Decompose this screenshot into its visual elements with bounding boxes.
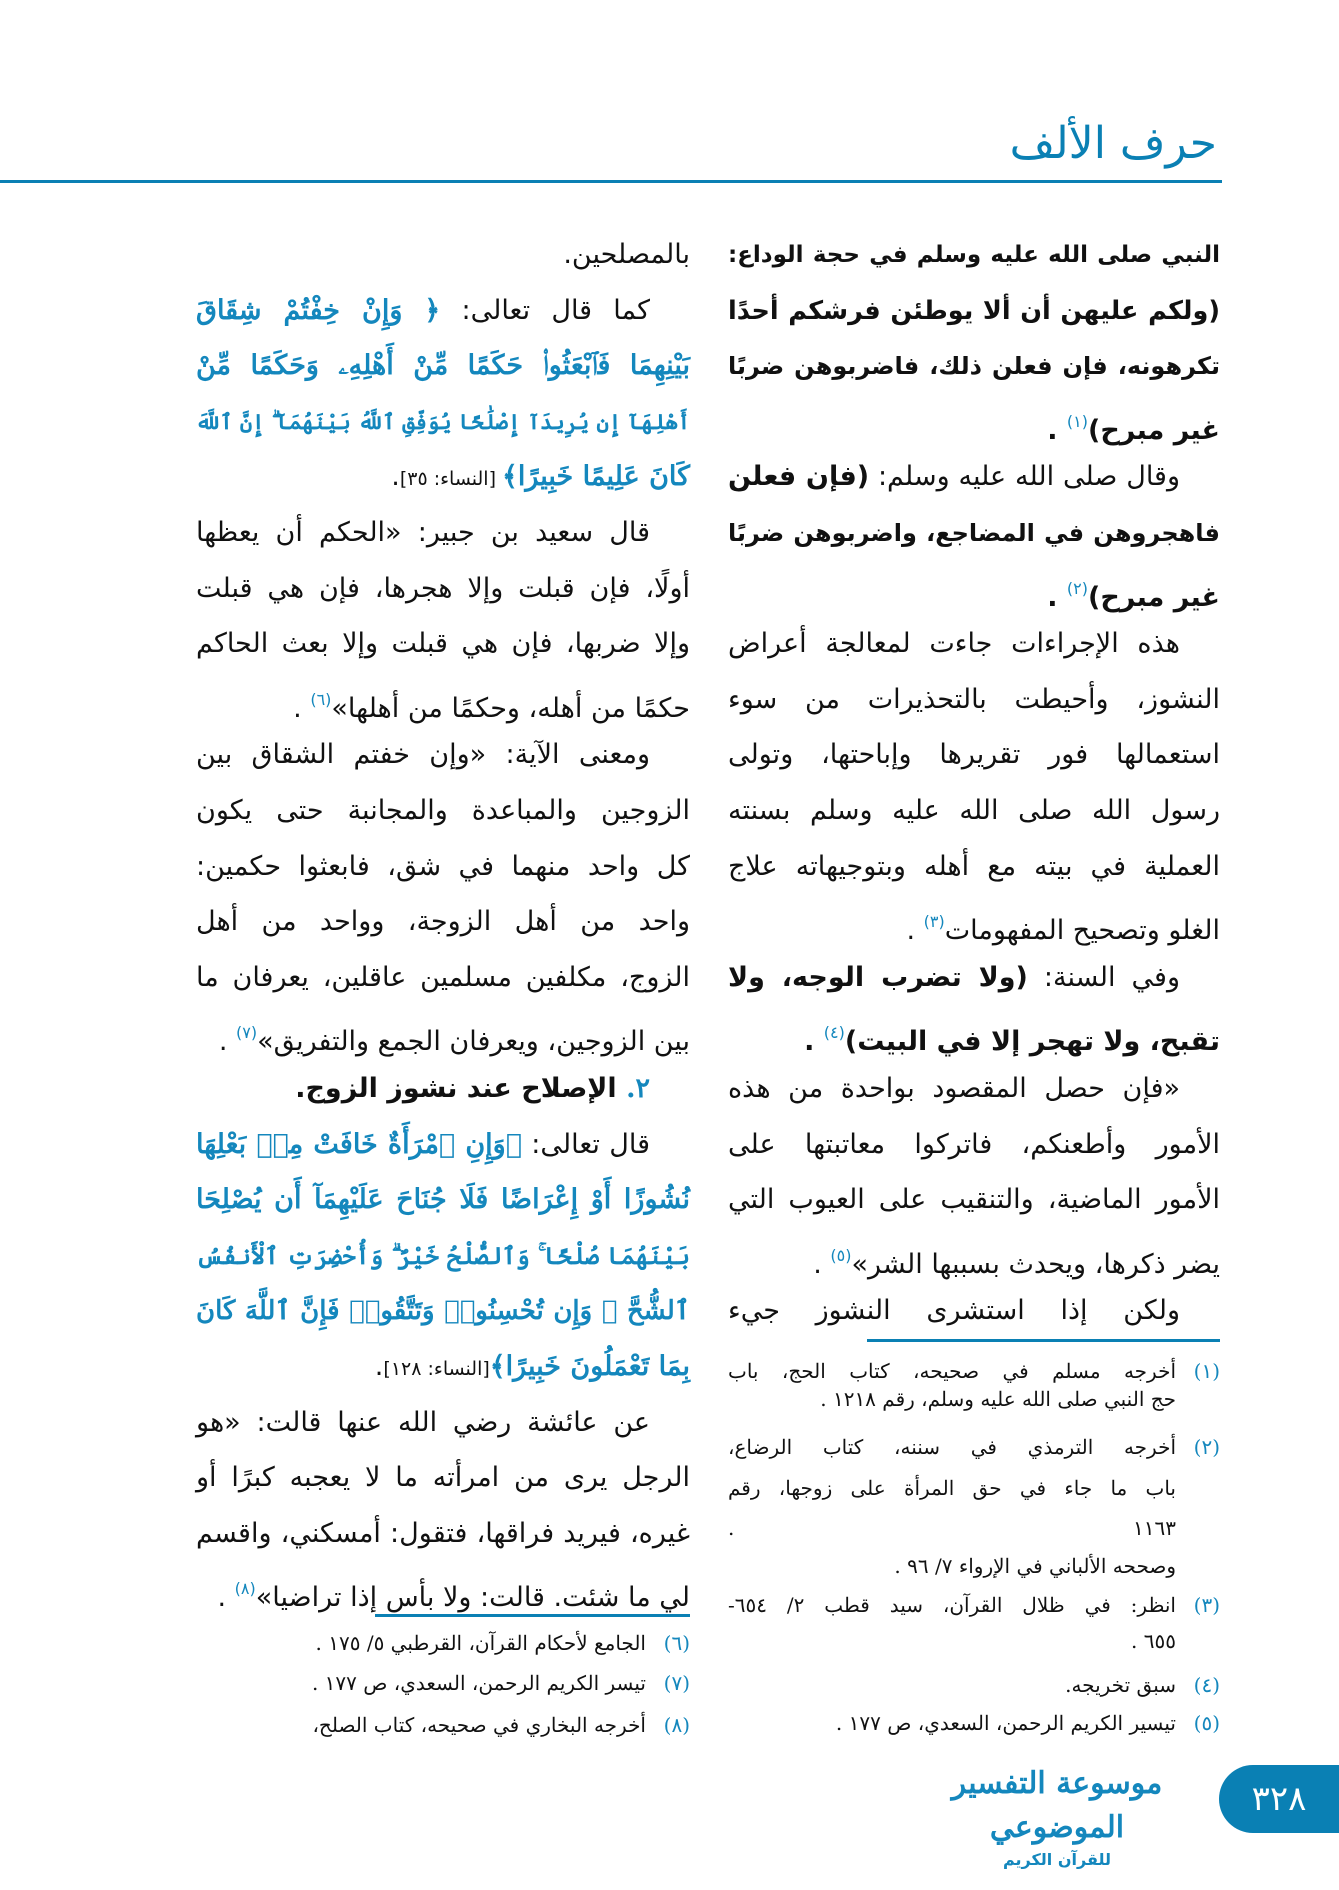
footnote-ref[interactable]: (٧)	[235, 1023, 258, 1043]
body-text: ولكن إذا استشرى النشوز جيء	[728, 1295, 1180, 1327]
text-line	[196, 1005, 690, 1061]
text-line	[728, 672, 1220, 728]
logo-subtitle: للقرآن الكريم	[1002, 1850, 1112, 1869]
text-line	[728, 783, 1220, 839]
text-line	[196, 1117, 690, 1173]
body-text: كل واحد منهما في شق، فابعثوا حكمين:	[196, 850, 690, 882]
body-text: وفي السنة:	[1027, 961, 1180, 993]
body-text: الرجل يرى من امرأته ما لا يعجبه كبرًا أو	[196, 1462, 690, 1494]
footnote-ref[interactable]: (٥)	[830, 1245, 852, 1265]
body-text: النشوز، وأحيطت بالتحذيرات من سوء	[728, 683, 1220, 715]
footnote-text: سبق تخريجه.	[1065, 1673, 1176, 1697]
text-line	[728, 1117, 1220, 1173]
body-text: .	[374, 1351, 384, 1382]
text-line	[196, 1228, 690, 1284]
text-line	[728, 727, 1220, 783]
text-line	[196, 1283, 690, 1339]
text-line	[728, 338, 1220, 394]
text-line	[196, 1561, 690, 1617]
body-text: ومعنى الآية: «وإن خفتم الشقاق بين	[196, 739, 650, 771]
text-line	[196, 449, 690, 505]
footnote	[728, 1549, 1220, 1583]
quran-verse: ٱلشُّحَّ ۚ وَإِن تُحْسِنُوا۟ وَتَتَّقُوا۟ فَإِنَّ ٱللَّهَ كَانَ	[196, 1296, 690, 1327]
bold-text: (ولا تضرب الوجه، ولا	[728, 961, 1028, 993]
body-text: الأمور الماضية، والتنقيب على العيوب التي	[728, 1184, 1220, 1216]
body-text: بالمصلحين.	[563, 239, 690, 270]
bold-text: فاهجروهن في المضاجع، واضربوهن ضربًا	[728, 519, 1220, 547]
text-line	[728, 1172, 1220, 1228]
body-text: بين الزوجين، ويعرفان الجمع والتفريق»	[257, 1026, 690, 1058]
text-line	[728, 227, 1220, 283]
footnote-separator-right	[867, 1339, 1220, 1342]
text-line	[196, 561, 690, 617]
body-text: الزوجين والمباعدة والمجانبة حتى يكون	[196, 795, 690, 826]
quran-verse: ٢.	[616, 1073, 650, 1104]
text-line	[196, 1339, 690, 1395]
bold-text: غير مبرح)	[1088, 414, 1220, 446]
body-text: العملية في بيته مع أهله وبتوجيهاته علاج	[728, 850, 1220, 882]
footnote-text: تيسر الكريم الرحمن، السعدي، ص ١٧٧ .	[311, 1671, 646, 1695]
footnote-text: الجامع لأحكام القرآن، القرطبي ٥/ ١٧٥ .	[315, 1631, 646, 1655]
body-text: .	[217, 1582, 235, 1614]
text-line	[196, 394, 690, 450]
text-line	[728, 561, 1220, 617]
body-text: الغلو وتصحيح المفهومات	[944, 915, 1220, 947]
body-text: الأمور وأطعنكم، فاتركوا معاتبتها على	[728, 1128, 1220, 1160]
bold-text: تقبح، ولا تهجر إلا في البيت)	[844, 1026, 1220, 1058]
bold-text: النبي صلى الله عليه وسلم في حجة الوداع:	[728, 242, 1220, 268]
footnote-text: وصححه الألباني في الإرواء ٧/ ٩٦ .	[894, 1554, 1176, 1578]
footnote-number: (٧)	[663, 1671, 690, 1695]
footnote-text: حج النبي صلى الله عليه وسلم، رقم ١٢١٨ .	[820, 1387, 1176, 1411]
encyclopedia-logo	[933, 1762, 1181, 1869]
body-text: هذه الإجراءات جاءت لمعالجة أعراض	[728, 628, 1180, 660]
text-line	[196, 616, 690, 672]
bold-text: (ولكم عليهن أن ألا يوطئن فرشكم أحدًا	[728, 295, 1220, 326]
body-text: حكمًا من أهله، وحكمًا من أهلها»	[331, 692, 690, 724]
logo-title: موسوعة التفسير الموضوعي	[951, 1766, 1163, 1845]
text-line	[196, 1506, 690, 1562]
quran-verse: كَانَ عَلِيمًا خَبِيرًا﴾	[502, 461, 690, 493]
quran-verse: ﴿وَإِنِ ٱمْرَأَةٌ خَافَتْ مِنۢ بَعْلِهَا	[196, 1128, 522, 1160]
footnote	[728, 1511, 1220, 1545]
footnote-text: باب ما جاء في حق المرأة على زوجها، رقم	[728, 1476, 1176, 1500]
footnote	[728, 1624, 1220, 1658]
footnote-number: (٨)	[663, 1713, 690, 1737]
text-line	[196, 783, 690, 839]
footnote-number: (١)	[1193, 1359, 1220, 1383]
bold-text: الإصلاح عند نشوز الزوج.	[295, 1073, 617, 1104]
body-text: كما قال تعالى:	[440, 294, 650, 326]
footnote	[728, 1382, 1220, 1416]
body-text: «فإن حصل المقصود بواحدة من هذه	[728, 1073, 1180, 1104]
text-line	[728, 283, 1220, 339]
text-line	[728, 950, 1220, 1006]
body-text: الزوج، مكلفين مسلمين عاقلين، يعرفان ما	[196, 961, 690, 993]
footnote-number: (٢)	[1193, 1435, 1220, 1459]
footnote-number: (٤)	[1193, 1673, 1220, 1697]
body-text: أولًا، فإن قبلت وإلا هجرها، فإن هي قبلت	[196, 572, 690, 604]
text-line	[196, 950, 690, 1006]
quran-verse: بِمَا تَعْمَلُونَ خَبِيرًا﴾	[489, 1351, 690, 1382]
footnote-number: (٥)	[1193, 1711, 1220, 1735]
body-text: .	[906, 915, 924, 947]
body-text: عن عائشة رضي الله عنها قالت: «هو	[196, 1406, 650, 1438]
bold-text: (فإن فعلن	[728, 461, 870, 493]
text-line	[728, 1005, 1220, 1061]
text-line	[728, 1283, 1220, 1339]
body-text: يضر ذكرها، ويحدث بسببها الشر»	[851, 1248, 1220, 1280]
footnote	[728, 1471, 1220, 1505]
text-line	[728, 505, 1220, 561]
quran-verse: ﴿ وَإِنْ خِفْتُمْ شِقَاقَ	[196, 294, 441, 326]
body-text: غيره، فيريد فراقها، فتقول: أمسكني، واقسم	[196, 1517, 690, 1549]
footnote	[196, 1626, 690, 1660]
bold-text: .	[804, 1026, 824, 1058]
footnote-ref[interactable]: (٤)	[823, 1023, 845, 1043]
footnote	[196, 1666, 690, 1700]
bold-text: غير مبرح)	[1088, 581, 1220, 613]
text-line	[196, 1172, 690, 1228]
footnote	[728, 1706, 1220, 1740]
bold-text: .	[1047, 581, 1067, 613]
quran-verse: بَيْنَهُمَا صُلْحًا ۚ وَٱلصُّلْحُ خَيْرٌ ۗ وَأُحْضِرَتِ ٱلْأَنفُسُ	[196, 1241, 690, 1270]
text-line	[196, 338, 690, 394]
footnote-text: أخرجه مسلم في صحيحه، كتاب الحج، باب	[728, 1359, 1176, 1383]
body-text: قال سعيد بن جبير: «الحكم أن يعظها	[196, 517, 650, 548]
footnote-ref[interactable]: (٨)	[234, 1579, 256, 1599]
footnote	[728, 1588, 1220, 1622]
quran-verse: بَيْنِهِمَا فَٱبْعَثُوا۟ حَكَمًا مِّنْ أَهْلِهِۦ وَحَكَمًا مِّنْ	[196, 350, 690, 382]
text-line	[728, 1061, 1220, 1117]
footnote-ref[interactable]: (٣)	[923, 912, 945, 932]
verse-citation: [النساء: ٣٥]	[399, 468, 503, 491]
page-number: ٣٢٨	[1219, 1765, 1339, 1833]
text-line	[196, 1395, 690, 1451]
body-text: استعمالها فور تقريرها وإباحتها، وتولى	[728, 739, 1220, 771]
text-line	[196, 505, 690, 561]
quran-verse: أَهْلِهَآ إِن يُرِيدَآ إِصْلَٰحًا يُوَفِّقِ ٱللَّهُ بَيْنَهُمَآ ۗ إِنَّ ٱللَّهَ	[195, 408, 690, 434]
footnote-text: أخرجه البخاري في صحيحه، كتاب الصلح،	[312, 1713, 646, 1737]
footnote	[728, 1668, 1220, 1702]
text-line	[196, 839, 690, 895]
text-line	[728, 839, 1220, 895]
footnote-ref[interactable]: (٦)	[310, 689, 332, 709]
text-line	[196, 283, 690, 339]
footnote-separator-left	[375, 1614, 690, 1617]
footnote-number: (٣)	[1193, 1593, 1220, 1617]
body-text: .	[293, 692, 311, 724]
footnote	[728, 1430, 1220, 1464]
text-line	[196, 1450, 690, 1506]
body-text: .	[218, 1026, 236, 1058]
text-line	[728, 616, 1220, 672]
body-text: .	[813, 1248, 831, 1280]
footnote-ref[interactable]: (٢)	[1066, 578, 1088, 598]
chapter-title: حرف الألف	[1009, 118, 1217, 169]
text-line	[728, 1228, 1220, 1284]
footnote-text: انظر: في ظلال القرآن، سيد قطب ٢/ ٦٥٤-	[728, 1593, 1176, 1617]
footnote-text: ٦٥٥ .	[1131, 1629, 1176, 1653]
text-line	[728, 894, 1220, 950]
body-text: وقال صلى الله عليه وسلم:	[869, 461, 1180, 493]
body-text: واحد من أهل الزوجة، وواحد من أهل	[196, 906, 690, 938]
text-line	[196, 1061, 690, 1117]
text-line	[728, 449, 1220, 505]
footnote-text: ١١٦٣ .	[728, 1516, 1176, 1540]
text-line	[728, 394, 1220, 450]
footnote-number: (٦)	[663, 1631, 690, 1655]
verse-citation: [النساء: ١٢٨]	[383, 1358, 490, 1380]
body-text: رسول الله صلى الله عليه وسلم بسنته	[728, 795, 1220, 826]
body-text: وإلا ضربها، فإن هي قبلت وإلا بعث الحاكم	[196, 628, 690, 660]
footnote-text: أخرجه الترمذي في سننه، كتاب الرضاع،	[728, 1435, 1176, 1459]
body-text: قال تعالى:	[521, 1128, 650, 1160]
quran-verse: نُشُوزًا أَوْ إِعْرَاضًا فَلَا جُنَاحَ عَلَيْهِمَآ أَن يُصْلِحَا	[196, 1184, 690, 1216]
body-text: لي ما شئت. قالت: ولا بأس إذا تراضيا»	[255, 1582, 690, 1614]
bold-text: تكرهونه، فإن فعلن ذلك، فاضربوهن ضربًا	[728, 352, 1220, 381]
footnote	[196, 1708, 690, 1742]
text-line	[196, 894, 690, 950]
footnote-text: تيسير الكريم الرحمن، السعدي، ص ١٧٧ .	[835, 1711, 1176, 1735]
bold-text: .	[1047, 414, 1067, 446]
text-line	[196, 672, 690, 728]
footnote-ref[interactable]: (١)	[1066, 411, 1088, 431]
left-column	[196, 0, 690, 1890]
body-text: .	[391, 461, 400, 493]
text-line	[196, 727, 690, 783]
text-line	[196, 227, 690, 283]
